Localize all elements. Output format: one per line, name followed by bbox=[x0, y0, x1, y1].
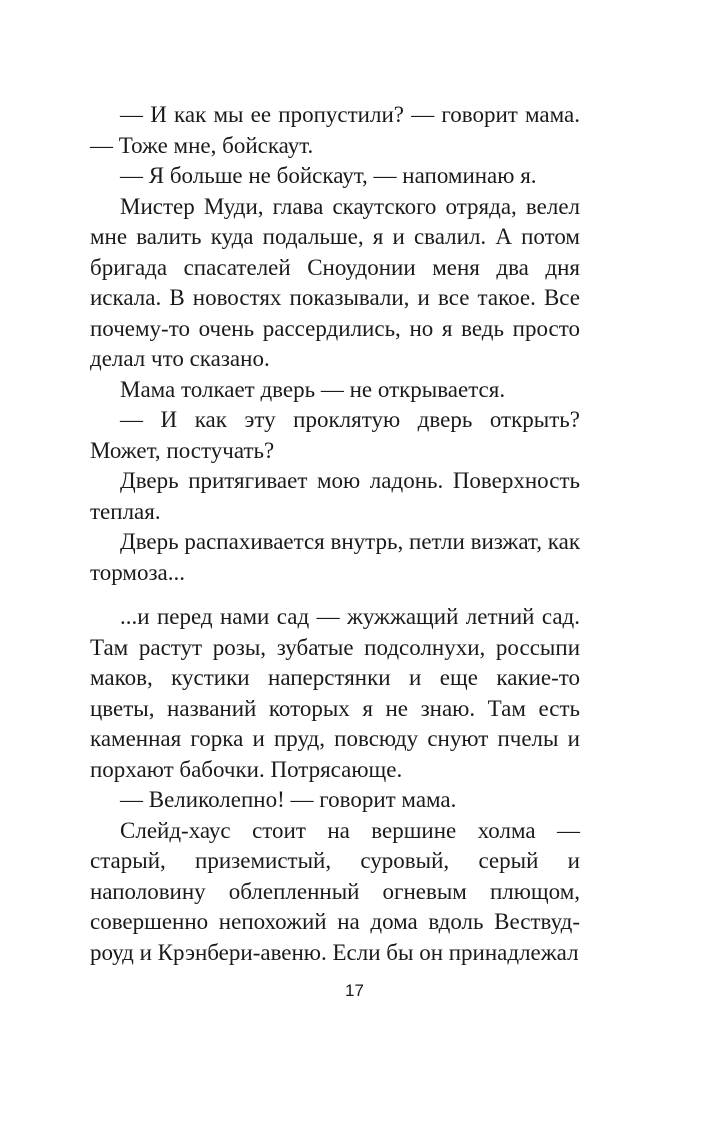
text-section-2 bbox=[90, 602, 580, 968]
paragraph: Дверь притягивает мою ладонь. Поверхность теплая. bbox=[90, 468, 580, 524]
paragraph: Дверь распахивается внутрь, петли визжат, как тормоза... bbox=[90, 529, 580, 585]
paragraph: Слейд-хаус стоит на вершине холма — старый, приземистый, суровый, серый и наполовину облепленный огневым плющом, совершенно непохожий на дома вдоль Вествуд-роуд и Крэнбери-авеню. Если бы он принадлежал bbox=[90, 817, 580, 965]
paragraph: — И как эту проклятую дверь открыть? Может, постучать? bbox=[90, 407, 580, 463]
paragraph: ...и перед нами сад — жужжащий летний сад. Там растут розы, зубатые подсолнухи, россыпи маков, кустики наперстянки и еще какие-то цветы, названий которых я не знаю. Там есть каменная горка и пруд, повсюду снуют пчелы и порхают бабочки. Потрясающе. bbox=[90, 604, 580, 782]
text-section-1 bbox=[90, 100, 580, 588]
paragraph: — Я больше не бойскаут, — напоминаю я. bbox=[120, 163, 537, 188]
paragraph: — И как мы ее пропустили? — говорит мама. — Тоже мне, бойскаут. bbox=[90, 102, 580, 158]
page-number: 17 bbox=[345, 981, 364, 1000]
paragraph: — Великолепно! — говорит мама. bbox=[120, 787, 457, 812]
paragraph: Мистер Муди, глава скаутского отряда, велел мне валить куда подальше, я и свалил. А потом бригада спасателей Сноудонии меня два дня искала. В новостях показывали, и все такое. Все почему-то очень рассердились, но я ведь просто делал что сказано. bbox=[90, 193, 580, 371]
paragraph: Мама толкает дверь — не открывается. bbox=[120, 376, 506, 402]
